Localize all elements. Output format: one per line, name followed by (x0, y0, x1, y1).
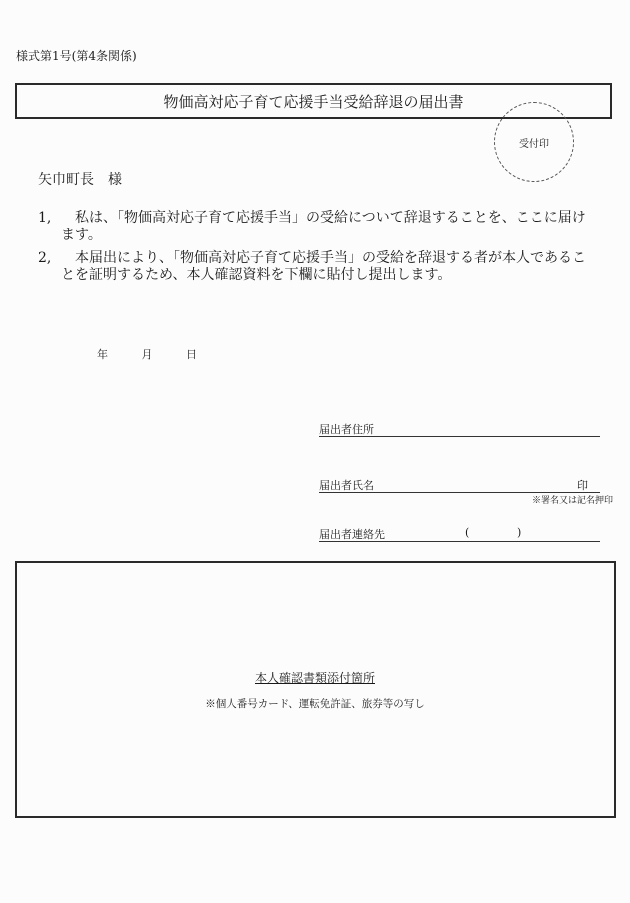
item-number: 2, (38, 250, 52, 266)
addressee: 矢巾町長 様 (38, 172, 122, 188)
reception-stamp-area (494, 102, 574, 182)
statement-item (38, 250, 598, 284)
document-title: 物価高対応子育て応援手当受給辞退の届出書 (163, 92, 464, 111)
id-attachment-area (15, 561, 616, 818)
attachment-note: ※個人番号カード、運転免許証、旅券等の写し (205, 698, 425, 710)
contact-label: 届出者連絡先 (319, 528, 385, 541)
name-label: 届出者氏名 (319, 479, 374, 492)
item-text: 本届出により、「物価高対応子育て応援手当」の受給を辞退する者が本人であることを証明するため、本人確認資料を下欄に貼付し提出します。 (61, 250, 586, 283)
day-label: 日 (186, 348, 197, 361)
year-label: 年 (97, 348, 108, 361)
applicant-contact-field[interactable] (319, 526, 600, 542)
applicant-address-field[interactable] (319, 421, 600, 437)
applicant-name-field[interactable] (319, 477, 600, 493)
address-label: 届出者住所 (319, 423, 374, 436)
item-text: 私は、「物価高対応子育て応援手当」の受給について辞退することを、ここに届けます。 (61, 210, 586, 243)
statement-list (38, 210, 598, 290)
signature-note: ※署名又は記名押印 (531, 496, 613, 506)
stamp-label: 受付印 (519, 138, 549, 150)
item-number: 1, (38, 210, 52, 226)
month-label: 月 (141, 348, 153, 361)
form-number: 様式第1号(第4条関係) (16, 49, 137, 63)
attachment-title: 本人確認書類添付箇所 (254, 671, 375, 685)
paren-close: ) (517, 526, 522, 539)
date-field[interactable] (97, 346, 227, 362)
paren-open: ( (465, 526, 470, 539)
seal-mark: 印 (577, 479, 588, 492)
statement-item (38, 210, 598, 244)
